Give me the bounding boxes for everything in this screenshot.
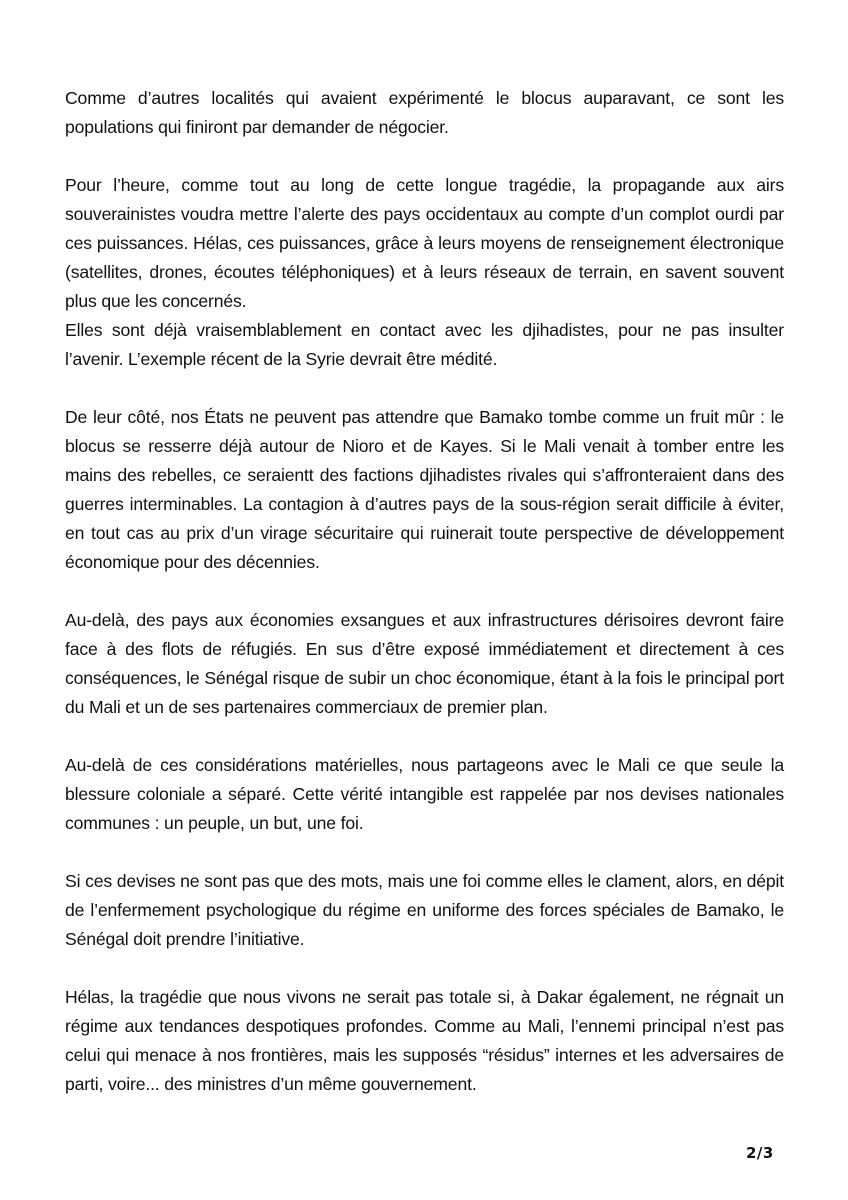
paragraph-block-propagande (65, 171, 784, 374)
paragraph-blocus-populations: Comme d’autres localités qui avaient expérimenté le blocus auparavant, ce sont les populations qui finiront par demander de négocier. (65, 88, 784, 137)
paragraph-refugies: Au-delà, des pays aux économies exsangues et aux infrastructures dérisoires devront faire face à des flots de réfugiés. En sus d’être exposé immédiatement et directement à ces conséquences, le Sénégal risque de subir un choc économique, étant à la fois le principal port du Mali et un de ses partenaires commerciaux de premier plan. (65, 610, 784, 717)
paragraph-blessure-coloniale: Au-delà de ces considérations matérielles, nous partageons avec le Mali ce que seule la blessure coloniale a séparé. Cette vérité intangible est rappelée par nos devises nationales communes : un peuple, un but, une foi. (65, 755, 784, 833)
page-number: 2/3 (746, 1144, 774, 1162)
paragraph-djihadistes-contact: Elles sont déjà vraisemblablement en contact avec les djihadistes, pour ne pas insulter l’avenir. L’exemple récent de la Syrie devrait être médité. (65, 320, 784, 369)
paragraph-dakar-regime: Hélas, la tragédie que nous vivons ne serait pas totale si, à Dakar également, ne régnait un régime aux tendances despotiques profondes. Comme au Mali, l’ennemi principal n’est pas celui qui menace à nos frontières, mais les supposés “résidus” internes et les adversaires de parti, voire... des ministres d’un même gouvernement. (65, 987, 784, 1094)
paragraph-propagande: Pour l’heure, comme tout au long de cette longue tragédie, la propagande aux airs souverainistes voudra mettre l’alerte des pays occidentaux au compte d’un complot ourdi par ces puissances. Hélas, ces puissances, grâce à leurs moyens de renseignement électronique (satellites, drones, écoutes téléphoniques) et à leurs réseaux de terrain, en savent souvent plus que les concernés. (65, 175, 784, 311)
paragraph-devises: Si ces devises ne sont pas que des mots, mais une foi comme elles le clament, alors, en dépit de l’enfermement psychologique du régime en uniforme des forces spéciales de Bamako, le Sénégal doit prendre l’initiative. (65, 871, 784, 949)
paragraph-bamako-tombe: De leur côté, nos États ne peuvent pas attendre que Bamako tombe comme un fruit mûr : le blocus se resserre déjà autour de Nioro et de Kayes. Si le Mali venait à tomber entre les mains des rebelles, ce seraientt des factions djihadistes rivales qui s’affronteraient dans des guerres interminables. La contagion à d’autres pays de la sous-région serait difficile à éviter, en tout cas au prix d’un virage sécuritaire qui ruinerait toute perspective de développement économique pour des décennies. (65, 407, 784, 572)
document-page (65, 84, 784, 1128)
